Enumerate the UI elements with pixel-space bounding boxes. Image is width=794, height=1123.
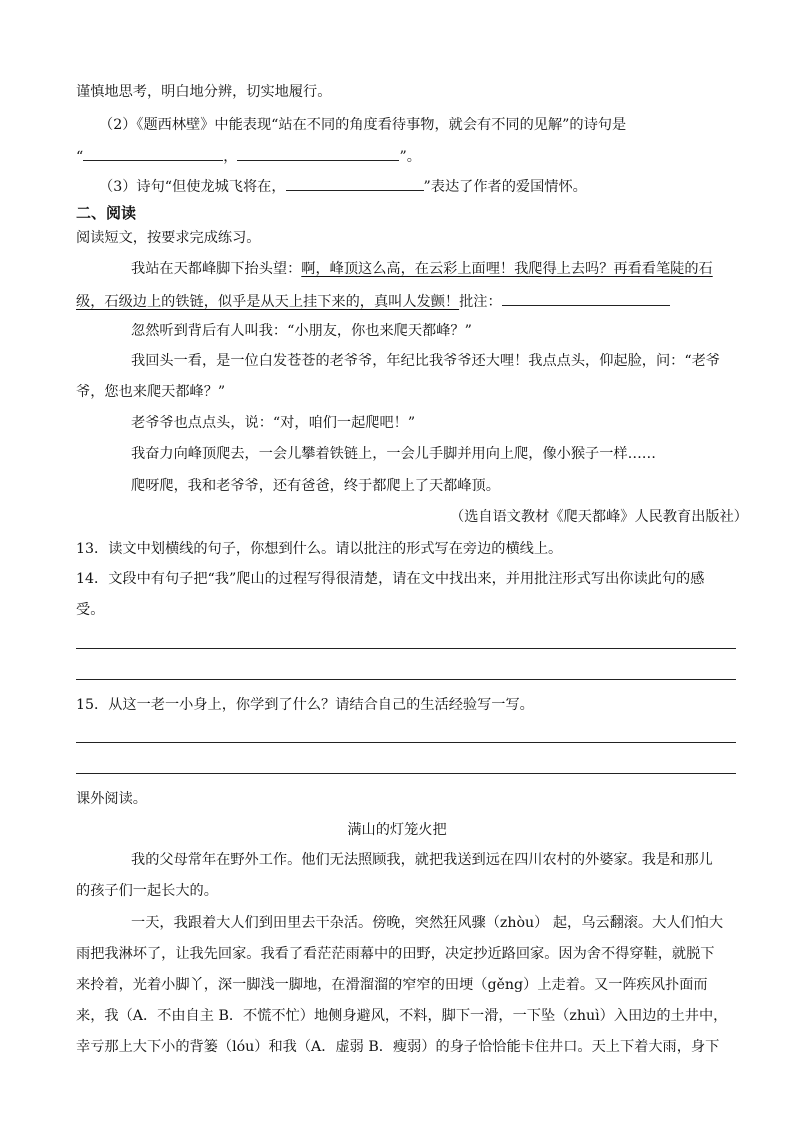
extra-reading-label: 课外阅读。 — [76, 791, 147, 807]
passage-p1-line1: 我站在天都峰脚下抬头望：啊，峰顶这么高，在云彩上面哩！我爬得上去吗？再看看笔陡的石 — [131, 261, 713, 277]
answer-rule-15a[interactable] — [76, 742, 736, 743]
intro-line: 谨慎地思考，明白地分辨，切实地履行。 — [76, 84, 332, 100]
question-13: 13．读文中划横线的句子，你想到什么。请以批注的形式写在旁边的横线上。 — [76, 541, 563, 557]
passage-source: （选自语文教材《爬天都峰》人民教育出版社） — [450, 509, 748, 525]
answer-blank-3[interactable] — [286, 176, 424, 191]
answer-blank-2[interactable] — [237, 146, 399, 161]
passage-p4: 老爷爷也点点头，说：“对，咱们一起爬吧！” — [131, 415, 416, 431]
passage-p2: 忽然听到背后有人叫我：“小朋友，你也来爬天都峰？” — [131, 323, 472, 339]
answer-rule-14a[interactable] — [76, 648, 736, 649]
extra-pb-line1: 一天，我跟着大人们到田里去干杂活。傍晚，突然狂风骤（zhòu） 起，乌云翻滚。大人们怕大 — [131, 915, 724, 931]
underlined-sentence: 啊，峰顶这么高，在云彩上面哩！我爬得上去吗？再看看笔陡的石 — [301, 261, 713, 277]
question-2-answer-line: “ ， ”。 — [76, 146, 736, 166]
passage-p1-line2: 级，石级边上的铁链，似乎是从天上挂下来的，真叫人发颤！批注： — [76, 291, 736, 311]
extra-pa-line1: 我的父母常年在野外工作。他们无法照顾我，就把我送到远在四川农村的外婆家。我是和那儿 — [131, 852, 713, 868]
answer-blank-1[interactable] — [83, 146, 223, 161]
answer-rule-15b[interactable] — [76, 773, 736, 774]
extra-pb-line2: 雨把我淋坏了，让我先回家。我看了看茫茫雨幕中的田野，决定抄近路回家。因为舍不得穿鞋，就脱下 — [76, 946, 715, 962]
extra-pa-line2: 的孩子们一起长大的。 — [76, 883, 218, 899]
passage-p6: 爬呀爬，我和老爷爷，还有爸爸，终于都爬上了天都峰顶。 — [131, 478, 500, 494]
question-15: 15．从这一老一小身上，你学到了什么？请结合自己的生活经验写一写。 — [76, 697, 534, 713]
underlined-sentence-cont: 级，石级边上的铁链，似乎是从天上挂下来的，真叫人发颤！ — [76, 294, 460, 310]
passage-p5: 我奋力向峰顶爬去，一会儿攀着铁链上，一会儿手脚并用向上爬，像小猴子一样…… — [131, 446, 656, 462]
extra-pb-line3: 来拎着，光着小脚丫，深一脚浅一脚地，在滑溜溜的窄窄的田埂（gěng）上走着。又一阵疾风扑面而 — [76, 977, 708, 993]
annotation-blank[interactable] — [502, 291, 670, 306]
section-heading: 二、阅读 — [76, 204, 137, 222]
extra-pb-line5: 幸亏那上大下小的背篓（lóu）和我（A．虚弱 B．瘦弱）的身子恰恰能卡住井口。天上下着大雨，身下 — [76, 1039, 720, 1055]
extra-pb-line4: 来，我（A．不由自主 B．不慌不忙）地侧身避风，不料，脚下一滑，一下坠（zhuì）入田边的土井中， — [76, 1008, 728, 1024]
question-3-line: （3）诗句“但使龙城飞将在， ”表达了作者的爱国情怀。 — [99, 176, 759, 196]
extra-reading-title: 满山的灯笼火把 — [347, 822, 447, 838]
answer-rule-14b[interactable] — [76, 679, 736, 680]
question-14-line2: 受。 — [76, 602, 105, 618]
passage-p3-line2: 爷，您也来爬天都峰？” — [76, 384, 226, 400]
question-14-line1: 14．文段中有句子把“我”爬山的过程写得很清楚，请在文中找出来，并用批注形式写出你读此句的感 — [76, 571, 705, 587]
question-2-text: （2）《题西林壁》中能表现“站在不同的角度看待事物，就会有不同的见解”的诗句是 — [99, 117, 627, 133]
reading-instruction: 阅读短文，按要求完成练习。 — [76, 230, 261, 246]
passage-p3-line1: 我回头一看，是一位白发苍苍的老爷爷，年纪比我爷爷还大哩！我点点头，仰起脸，问：“老爷 — [131, 353, 720, 369]
